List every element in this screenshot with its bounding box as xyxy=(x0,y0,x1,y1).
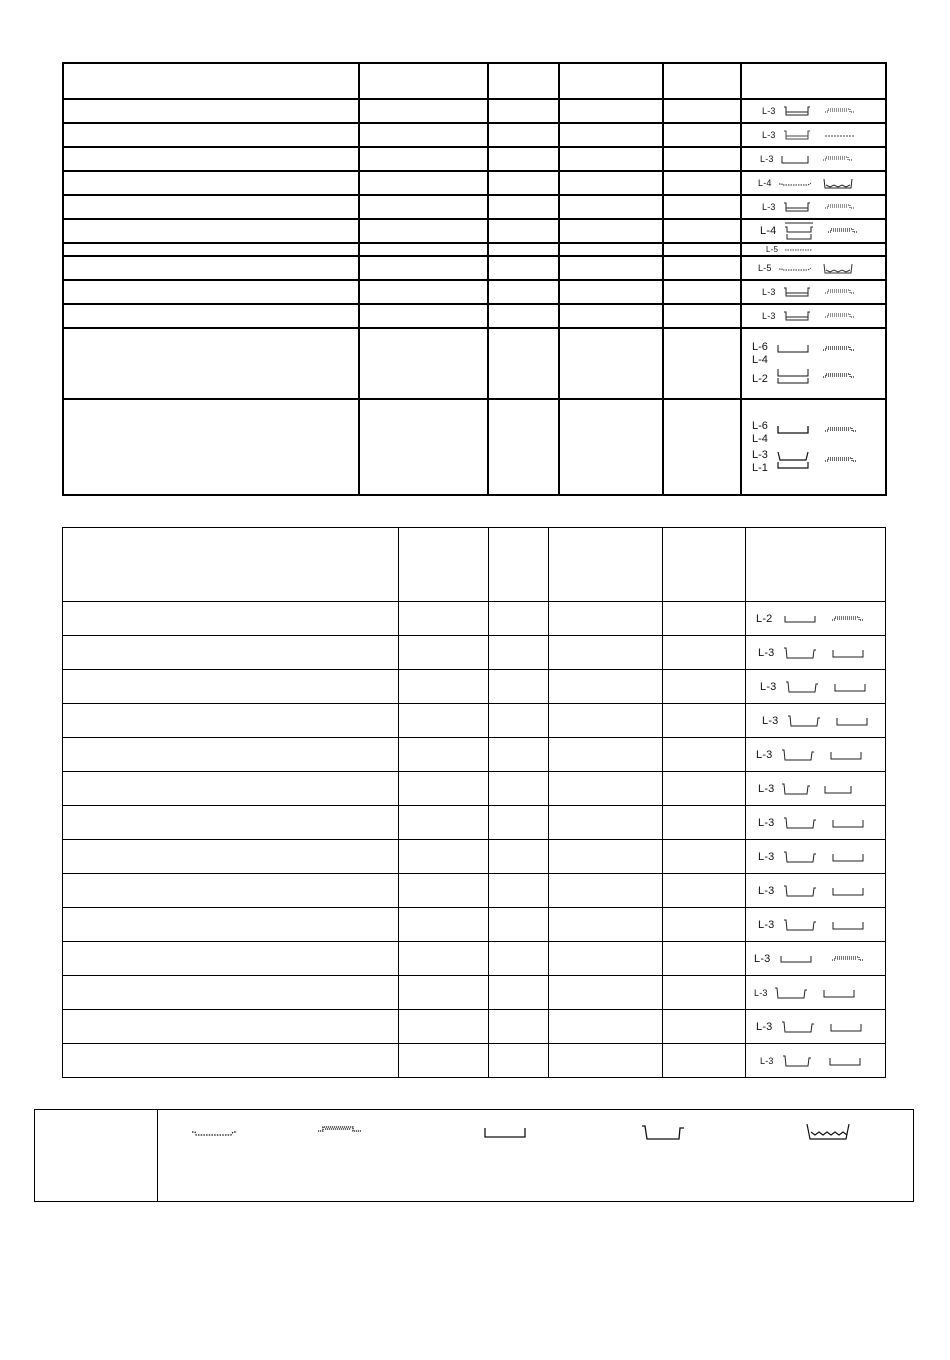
shelf-level-label: L-3 xyxy=(760,1055,774,1066)
flat-pan-icon xyxy=(831,647,865,659)
deep-pan-icon xyxy=(782,1054,812,1068)
deep-pan-icon xyxy=(783,646,817,660)
shelf-level-cell xyxy=(746,670,886,704)
shelf-level-label: L-3 xyxy=(762,130,776,140)
shelf-level-cell xyxy=(746,602,886,636)
header-cell xyxy=(663,528,746,602)
deep-pan-icon xyxy=(783,884,817,898)
shelf-level-label: L-3 xyxy=(762,311,776,321)
shelf-level-label: L-3 xyxy=(762,106,776,116)
grill-rack-icon xyxy=(784,247,814,253)
baking-tray-icon xyxy=(822,154,854,164)
table-row xyxy=(63,1010,886,1044)
shelf-level-label: L-6 xyxy=(752,341,768,353)
deep-pan-icon xyxy=(782,104,812,118)
header-cell xyxy=(489,528,549,602)
flat-pan-icon xyxy=(829,749,863,761)
deep-pan-icon xyxy=(774,986,808,1000)
table-header-row xyxy=(63,63,886,99)
shelf-level-cell xyxy=(746,976,886,1010)
deep-pan-icon xyxy=(782,285,812,299)
shelf-level-label: L-4 xyxy=(758,178,772,188)
table-row xyxy=(63,738,886,772)
water-pan-icon xyxy=(805,1122,851,1142)
table-row xyxy=(63,99,886,123)
shelf-level-label: L-5 xyxy=(758,263,772,273)
shelf-level-label: L-3 xyxy=(762,287,776,297)
table-row xyxy=(63,806,886,840)
deep-pan-icon xyxy=(641,1124,685,1142)
shelf-level-cell xyxy=(741,256,886,280)
shelf-level-label: L-4 xyxy=(752,354,768,366)
table-row xyxy=(63,147,886,171)
baking-tray-icon xyxy=(824,202,856,212)
shelf-level-cell xyxy=(746,874,886,908)
header-cell xyxy=(663,63,741,99)
shelf-level-label: L-3 xyxy=(754,952,771,965)
flat-pan-icon xyxy=(780,153,810,165)
baking-tray-icon xyxy=(824,311,856,321)
table-row xyxy=(63,976,886,1010)
shelf-level-cell xyxy=(741,99,886,123)
table-row xyxy=(63,874,886,908)
table-row xyxy=(63,304,886,328)
flat-pan-icon xyxy=(776,343,810,355)
shelf-level-label: L-6 xyxy=(752,419,768,432)
flat-pan-icon xyxy=(831,851,865,863)
flat-pan-icon xyxy=(779,953,813,965)
flat-pan-icon xyxy=(823,783,853,795)
shelf-level-cell xyxy=(741,304,886,328)
shelf-level-label: L-3 xyxy=(758,918,775,931)
table-header-row xyxy=(63,528,886,602)
deep-pan-icon xyxy=(783,918,817,932)
shelf-level-label: L-3 xyxy=(762,202,776,212)
baking-tray-icon xyxy=(822,344,856,354)
shelf-level-cell xyxy=(746,704,886,738)
table-row xyxy=(63,328,886,399)
shelf-level-cell xyxy=(746,738,886,772)
deep-pan-icon xyxy=(782,128,812,142)
shelf-level-label: L-3 xyxy=(756,748,773,761)
baking-tray-icon xyxy=(831,614,865,624)
shelf-level-cell xyxy=(746,1044,886,1078)
table-row xyxy=(63,772,886,806)
header-cell xyxy=(741,63,886,99)
shelf-level-cell xyxy=(746,772,886,806)
table-row xyxy=(63,219,886,243)
table-row xyxy=(63,1044,886,1078)
shelf-level-cell xyxy=(741,195,886,219)
flat-pan-icon xyxy=(831,885,865,897)
header-cell xyxy=(399,528,489,602)
shelf-level-cell xyxy=(741,123,886,147)
shelf-level-label: L-3 xyxy=(758,782,775,795)
deep-pan-icon xyxy=(783,816,817,830)
double-pan-icon xyxy=(776,450,810,470)
double-pan-icon xyxy=(783,221,815,241)
baking-tray-icon xyxy=(824,455,858,465)
flat-pan-icon xyxy=(835,715,869,727)
cooking-table-2 xyxy=(62,527,886,1078)
deep-pan-icon xyxy=(785,680,819,694)
shelf-level-cell xyxy=(741,328,886,399)
table-row xyxy=(63,256,886,280)
baking-tray-icon xyxy=(824,106,856,116)
legend-label-cell xyxy=(35,1110,158,1201)
table-row xyxy=(63,908,886,942)
shelf-level-cell xyxy=(741,147,886,171)
table-row xyxy=(63,670,886,704)
baking-tray-icon xyxy=(317,1124,363,1136)
table-row xyxy=(63,123,886,147)
double-pan-icon xyxy=(776,367,810,385)
shelf-level-cell xyxy=(746,806,886,840)
header-cell xyxy=(63,528,399,602)
grill-rack-icon xyxy=(824,130,856,140)
flat-pan-icon xyxy=(776,424,810,436)
cooking-table-1 xyxy=(62,62,887,496)
header-cell xyxy=(63,63,359,99)
baking-tray-icon xyxy=(831,954,865,964)
flat-pan-icon xyxy=(783,613,817,625)
shelf-level-cell xyxy=(746,942,886,976)
table-row xyxy=(63,171,886,195)
grill-rack-icon xyxy=(778,263,812,273)
table-row xyxy=(63,399,886,495)
flat-pan-icon xyxy=(831,817,865,829)
flat-pan-icon xyxy=(822,987,856,999)
baking-tray-icon xyxy=(822,371,856,381)
table-row xyxy=(63,602,886,636)
deep-pan-icon xyxy=(782,309,812,323)
shelf-level-label: L-3 xyxy=(760,680,777,693)
deep-pan-icon xyxy=(782,200,812,214)
shelf-level-label: L-2 xyxy=(752,373,768,385)
shelf-level-cell xyxy=(741,219,886,243)
shelf-level-label: L-3 xyxy=(762,714,779,727)
table-row xyxy=(63,840,886,874)
shelf-level-label: L-3 xyxy=(758,646,775,659)
deep-pan-icon xyxy=(781,748,815,762)
shelf-level-label: L-5 xyxy=(766,245,779,254)
shelf-level-cell xyxy=(741,243,886,256)
shelf-level-label: L-3 xyxy=(756,1020,773,1033)
shelf-level-cell xyxy=(746,840,886,874)
shelf-level-label: L-3 xyxy=(752,448,768,461)
baking-tray-icon xyxy=(824,287,856,297)
deep-pan-icon xyxy=(787,714,821,728)
table-row xyxy=(63,636,886,670)
water-pan-icon xyxy=(822,177,854,189)
header-cell xyxy=(488,63,559,99)
deep-pan-icon xyxy=(783,850,817,864)
shelf-level-cell xyxy=(741,280,886,304)
shelf-level-label: L-3 xyxy=(760,154,774,164)
accessory-legend xyxy=(34,1109,914,1202)
grill-rack-icon xyxy=(191,1126,239,1138)
shelf-level-label: L-2 xyxy=(756,612,773,625)
table-row xyxy=(63,243,886,256)
shelf-level-label: L-4 xyxy=(752,432,768,445)
shelf-level-label: L-3 xyxy=(754,987,768,998)
flat-pan-icon xyxy=(829,1021,863,1033)
header-cell xyxy=(559,63,663,99)
flat-pan-icon xyxy=(831,919,865,931)
table-row xyxy=(63,195,886,219)
header-cell xyxy=(746,528,886,602)
flat-pan-icon xyxy=(828,1055,862,1067)
flat-pan-icon xyxy=(483,1126,527,1140)
flat-pan-icon xyxy=(833,681,867,693)
shelf-level-cell xyxy=(741,399,886,495)
shelf-level-cell xyxy=(746,1010,886,1044)
shelf-level-label: L-3 xyxy=(758,850,775,863)
shelf-level-label: L-1 xyxy=(752,461,768,474)
shelf-level-label: L-4 xyxy=(760,225,777,237)
deep-pan-icon xyxy=(781,782,811,796)
shelf-level-cell xyxy=(741,171,886,195)
deep-pan-icon xyxy=(781,1020,815,1034)
header-cell xyxy=(549,528,663,602)
baking-tray-icon xyxy=(827,226,859,236)
table-row xyxy=(63,942,886,976)
table-row xyxy=(63,280,886,304)
shelf-level-label: L-3 xyxy=(758,884,775,897)
table-row xyxy=(63,704,886,738)
baking-tray-icon xyxy=(824,425,858,435)
shelf-level-label: L-3 xyxy=(758,816,775,829)
shelf-level-cell xyxy=(746,636,886,670)
header-cell xyxy=(359,63,488,99)
water-pan-icon xyxy=(822,262,854,274)
shelf-level-cell xyxy=(746,908,886,942)
grill-rack-icon xyxy=(778,178,812,188)
